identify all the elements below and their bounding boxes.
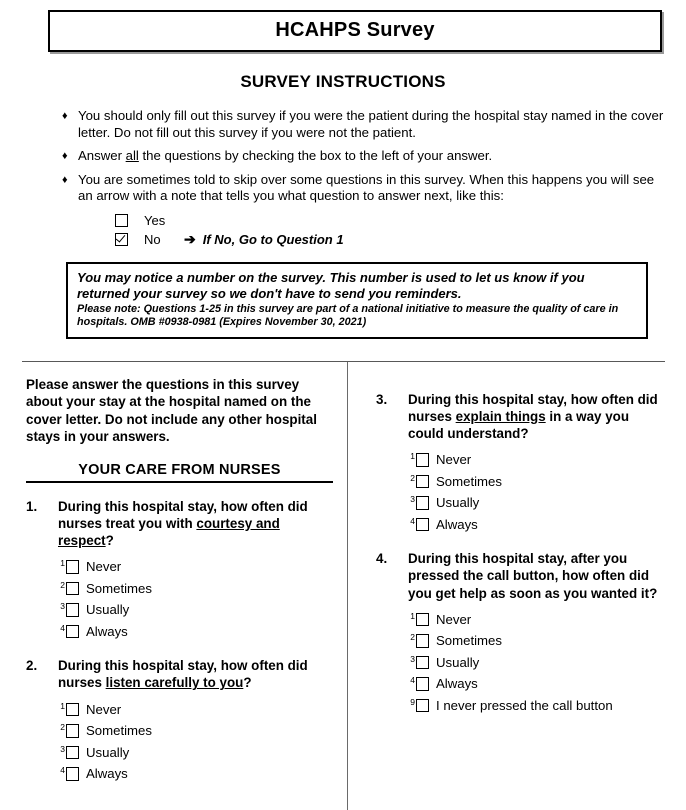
section-title-nurses: YOUR CARE FROM NURSES [26, 462, 333, 483]
answer-option-label: Always [436, 676, 478, 692]
answer-option[interactable] [58, 699, 333, 721]
survey-question [376, 391, 665, 536]
answer-option[interactable] [58, 621, 333, 643]
option-code-superscript: 1 [410, 610, 415, 621]
answer-option[interactable] [58, 720, 333, 742]
two-column-layout [22, 362, 665, 810]
left-column [22, 362, 347, 810]
question-number: 3. [376, 391, 388, 407]
question-number: 1. [26, 498, 38, 514]
option-code-superscript: 4 [60, 765, 65, 776]
option-code-superscript: 3 [60, 743, 65, 754]
answer-option-label: I never pressed the call button [436, 697, 613, 713]
question-body [408, 550, 665, 716]
option-code-superscript: 4 [410, 675, 415, 686]
answer-checkbox[interactable] [416, 518, 430, 532]
survey-number-note-box [66, 262, 648, 339]
option-code-superscript: 3 [410, 494, 415, 505]
answer-checkbox[interactable] [416, 475, 430, 489]
skip-arrow-icon: ➔ [184, 230, 196, 247]
checkbox-yes[interactable] [115, 214, 128, 227]
answer-checkbox[interactable] [66, 703, 80, 717]
answer-option[interactable] [408, 492, 665, 514]
diamond-bullet-icon: ♦ [62, 173, 68, 186]
answer-option-label: Always [436, 516, 478, 532]
answer-option[interactable] [408, 673, 665, 695]
instruction-bullet [62, 108, 668, 141]
answer-checkbox[interactable] [416, 496, 430, 510]
survey-instructions-heading: SURVEY INSTRUCTIONS [240, 72, 446, 91]
example-label-no: No [144, 231, 161, 247]
answer-option[interactable] [58, 556, 333, 578]
left-column-intro: Please answer the questions in this survey about your stay at the hospital named on the cover letter. Do not include any other hospital stays in your answers. [26, 376, 317, 444]
survey-title: HCAHPS Survey [275, 19, 435, 41]
checkbox-no[interactable] [115, 233, 128, 246]
instruction-bullet-text: You are sometimes told to skip over some questions in this survey. When this happens you will see an arrow with a note that tells you what question to answer next, like this: [78, 171, 655, 203]
diamond-bullet-icon: ♦ [62, 150, 68, 162]
answer-checkbox[interactable] [416, 634, 430, 648]
answer-checkbox[interactable] [416, 613, 430, 627]
instructions-bullet-list [62, 108, 668, 205]
question-text: During this hospital stay, how often did nurses treat you with courtesy and respect? [58, 498, 308, 548]
question-text: During this hospital stay, how often did nurses listen carefully to you? [58, 658, 308, 691]
option-code-superscript: 2 [60, 579, 65, 590]
answer-option-label: Never [86, 701, 122, 717]
survey-title-box [48, 10, 662, 52]
answer-option-label: Usually [86, 602, 130, 618]
skip-instruction-note: If No, Go to Question 1 [202, 231, 344, 247]
answer-option[interactable] [58, 742, 333, 764]
emphasis-underline: listen carefully to you [105, 675, 244, 691]
survey-question [26, 498, 333, 643]
option-code-superscript: 4 [60, 622, 65, 633]
answer-option-list [408, 449, 665, 535]
answer-option[interactable] [408, 609, 665, 631]
answer-option[interactable] [58, 763, 333, 785]
survey-question [376, 550, 665, 716]
answer-checkbox[interactable] [66, 603, 80, 617]
question-body [408, 391, 665, 536]
answer-option-list [408, 609, 665, 717]
option-code-superscript: 3 [410, 653, 415, 664]
instruction-bullet [62, 148, 668, 165]
diamond-bullet-icon: ♦ [62, 110, 68, 122]
question-body [58, 498, 333, 643]
title-box-container [48, 10, 662, 52]
question-body [58, 657, 333, 784]
answer-checkbox[interactable] [66, 746, 80, 760]
answer-option[interactable] [58, 599, 333, 621]
answer-option[interactable] [408, 630, 665, 652]
answer-option-label: Sometimes [86, 580, 152, 596]
option-code-superscript: 4 [410, 515, 415, 526]
note-main-text: You may notice a number on the survey. This number is used to let us know if you returned your survey so we don't have to send you reminders. [77, 269, 585, 301]
survey-question [26, 657, 333, 784]
answer-option[interactable] [408, 471, 665, 493]
answer-option[interactable] [408, 695, 665, 717]
option-code-superscript: 1 [60, 700, 65, 711]
question-text: During this hospital stay, after you pressed the call button, how often did you get help as soon as you wanted it? [408, 551, 658, 601]
answer-option-list [58, 699, 333, 785]
example-label-yes: Yes [144, 212, 166, 228]
answer-checkbox[interactable] [416, 453, 430, 467]
option-code-superscript: 2 [410, 472, 415, 483]
answer-option[interactable] [408, 514, 665, 536]
left-question-list [26, 498, 333, 785]
answer-checkbox[interactable] [66, 560, 80, 574]
question-number: 4. [376, 551, 388, 567]
answer-checkbox[interactable] [416, 699, 430, 713]
answer-option-label: Always [86, 623, 128, 639]
answer-option-label: Sometimes [86, 723, 152, 739]
answer-option[interactable] [408, 652, 665, 674]
right-column [347, 362, 665, 810]
emphasis-underline: courtesy and respect [58, 515, 280, 548]
answer-option-label: Sometimes [436, 473, 502, 489]
answer-option-label: Always [86, 766, 128, 782]
right-question-list [376, 391, 665, 717]
answer-option-label: Sometimes [436, 633, 502, 649]
answer-checkbox[interactable] [66, 767, 80, 781]
answer-checkbox[interactable] [66, 582, 80, 596]
option-code-superscript: 1 [60, 558, 65, 569]
example-option-no[interactable] [115, 231, 686, 248]
option-code-superscript: 2 [410, 632, 415, 643]
answer-option-label: Usually [436, 654, 480, 670]
answer-option-label: Never [436, 611, 472, 627]
answer-option-label: Never [86, 559, 122, 575]
option-code-superscript: 1 [410, 451, 415, 462]
answer-option-label: Usually [436, 495, 480, 511]
answer-checkbox[interactable] [66, 625, 80, 639]
example-option-yes[interactable] [115, 212, 686, 229]
answer-checkbox[interactable] [416, 656, 430, 670]
question-text: During this hospital stay, how often did nurses explain things in a way you could understand? [408, 391, 658, 441]
answer-option-label: Never [436, 452, 472, 468]
option-code-superscript: 9 [410, 696, 415, 707]
answer-option[interactable] [408, 449, 665, 471]
answer-checkbox[interactable] [416, 677, 430, 691]
note-omb-text: Please note: Questions 1-25 in this survey are part of a national initiative to measure the quality of care in hospitals. OMB #0938-0981 (Expires November 30, 2021) [77, 302, 619, 328]
option-code-superscript: 2 [60, 722, 65, 733]
question-number: 2. [26, 658, 38, 674]
option-code-superscript: 3 [60, 601, 65, 612]
instruction-bullet-text: You should only fill out this survey if you were the patient during the hospital stay named in the cover letter. Do not fill out this survey if you were not the patient. [78, 108, 664, 140]
answer-option-label: Usually [86, 744, 130, 760]
emphasis-underline: explain things [455, 408, 546, 424]
instruction-bullet-text: Answer all the questions by checking the box to the left of your answer. [78, 148, 493, 163]
emphasis-underline: all [125, 148, 139, 163]
answer-option-list [58, 556, 333, 642]
answer-option[interactable] [58, 578, 333, 600]
answer-checkbox[interactable] [66, 724, 80, 738]
skip-pattern-example [115, 212, 686, 248]
instruction-bullet [62, 172, 668, 205]
